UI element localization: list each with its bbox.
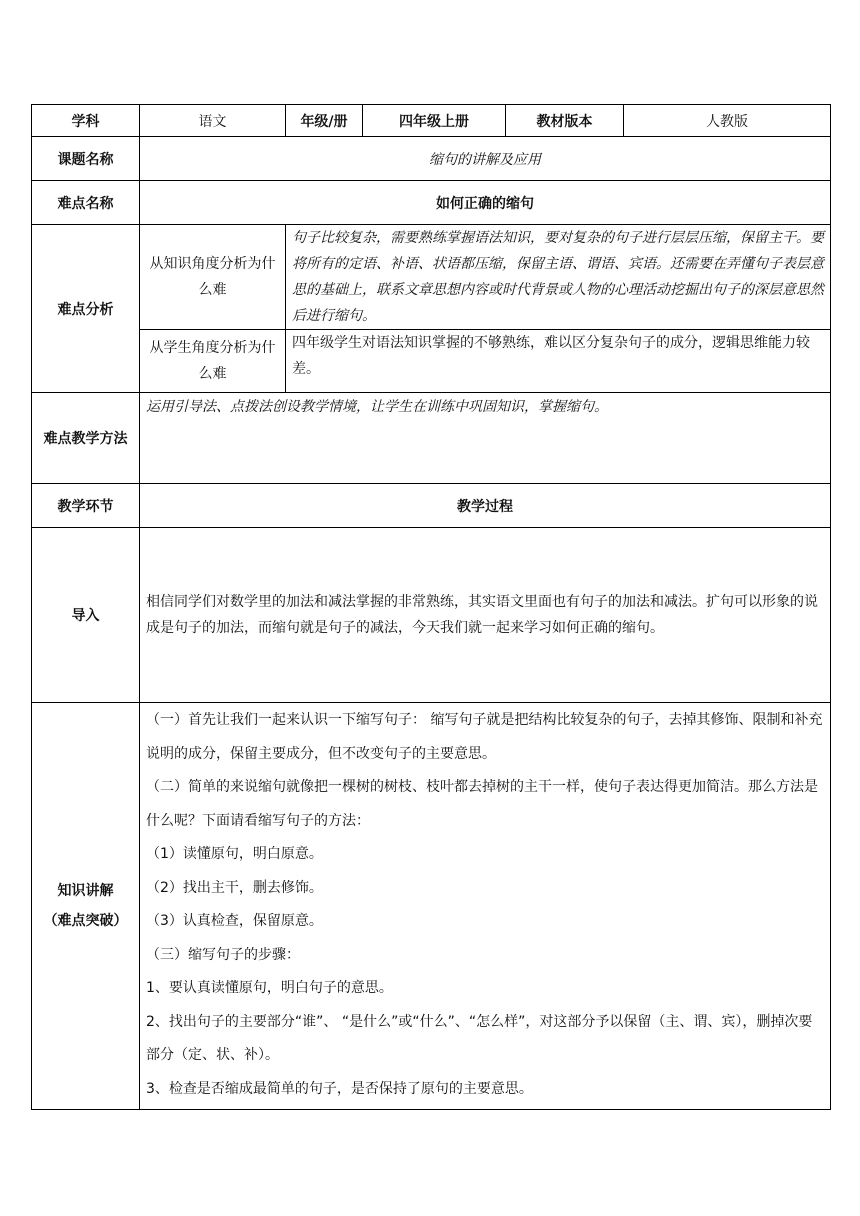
intro-text: 相信同学们对数学里的加法和减法掌握的非常熟练，其实语文里面也有句子的加法和减法。扩句可以形象的说成是句子的加法，而缩句就是句子的减法，今天我们就一起来学习如何正确的缩句。 xyxy=(140,528,831,703)
knowledge-paragraph: （一）首先让我们一起来认识一下缩写句子： 缩写句子就是把结构比较复杂的句子，去掉其修饰、限制和补充说明的成分，保留主要成分，但不改变句子的主要意思。 xyxy=(146,712,823,762)
method-label: 难点教学方法 xyxy=(32,393,140,484)
topic-label: 课题名称 xyxy=(32,137,140,181)
difficulty-label: 难点名称 xyxy=(32,181,140,225)
stage-label: 教学环节 xyxy=(32,484,140,528)
knowledge-content xyxy=(140,703,831,1110)
grade-label: 年级/册 xyxy=(286,105,363,137)
subject-value: 语文 xyxy=(140,105,286,137)
knowledge-label-line2: （难点突破） xyxy=(43,913,128,929)
knowledge-paragraph: 3、检查是否缩成最简单的句子，是否保持了原句的主要意思。 xyxy=(146,1080,533,1097)
knowledge-paragraph: 2、找出句子的主要部分“谁”、 “是什么”或“什么”、“怎么样”，对这部分予以保留（主、谓、宾），删掉次要部分（定、状、补）。 xyxy=(146,1013,813,1063)
difficulty-row xyxy=(32,181,831,225)
knowledge-label-line1: 知识讲解 xyxy=(57,883,114,899)
knowledge-paragraph: （1）读懂原句，明白原意。 xyxy=(146,846,323,862)
process-header-row xyxy=(32,484,831,528)
analysis-knowledge-text: 句子比较复杂，需要熟练掌握语法知识，要对复杂的句子进行层层压缩，保留主干。要将所有的定语、补语、状语都压缩，保留主语、谓语、宾语。还需要在弄懂句子表层意思的基础上，联系文章思想内容或时代背景或人物的心理活动挖掘出句子的深层意思然后进行缩句。 xyxy=(286,225,831,330)
knowledge-paragraph: （三）缩写句子的步骤： xyxy=(146,946,300,963)
grade-value: 四年级上册 xyxy=(363,105,506,137)
analysis-student-text: 四年级学生对语法知识掌握的不够熟练，难以区分复杂句子的成分，逻辑思维能力较差。 xyxy=(286,330,831,393)
knowledge-paragraph: （3）认真检查，保留原意。 xyxy=(146,913,323,929)
intro-row xyxy=(32,528,831,703)
knowledge-row xyxy=(32,703,831,1110)
analysis-student-row xyxy=(32,330,831,393)
knowledge-paragraph: （二）简单的来说缩句就像把一棵树的树枝、枝叶都去掉树的主干一样，使句子表达得更加简洁。那么方法是什么呢？下面请看缩写句子的方法： xyxy=(146,779,818,829)
method-row xyxy=(32,393,831,484)
lesson-plan-table xyxy=(31,104,831,1110)
header-row xyxy=(32,105,831,137)
intro-label: 导入 xyxy=(32,528,140,703)
subject-label: 学科 xyxy=(32,105,140,137)
edition-value: 人教版 xyxy=(624,105,831,137)
analysis-label: 难点分析 xyxy=(32,225,140,393)
analysis-knowledge-label: 从知识角度分析为什么难 xyxy=(140,225,286,330)
knowledge-paragraph: 1、要认真读懂原句，明白句子的意思。 xyxy=(146,980,393,996)
knowledge-label xyxy=(32,703,140,1110)
analysis-knowledge-row xyxy=(32,225,831,330)
method-text: 运用引导法、点拨法创设教学情境，让学生在训练中巩固知识，掌握缩句。 xyxy=(140,393,831,484)
difficulty-value: 如何正确的缩句 xyxy=(140,181,831,225)
analysis-student-label: 从学生角度分析为什么难 xyxy=(140,330,286,393)
topic-row xyxy=(32,137,831,181)
process-label: 教学过程 xyxy=(140,484,831,528)
edition-label: 教材版本 xyxy=(506,105,624,137)
topic-value: 缩句的讲解及应用 xyxy=(140,137,831,181)
knowledge-paragraph: （2）找出主干，删去修饰。 xyxy=(146,879,323,896)
